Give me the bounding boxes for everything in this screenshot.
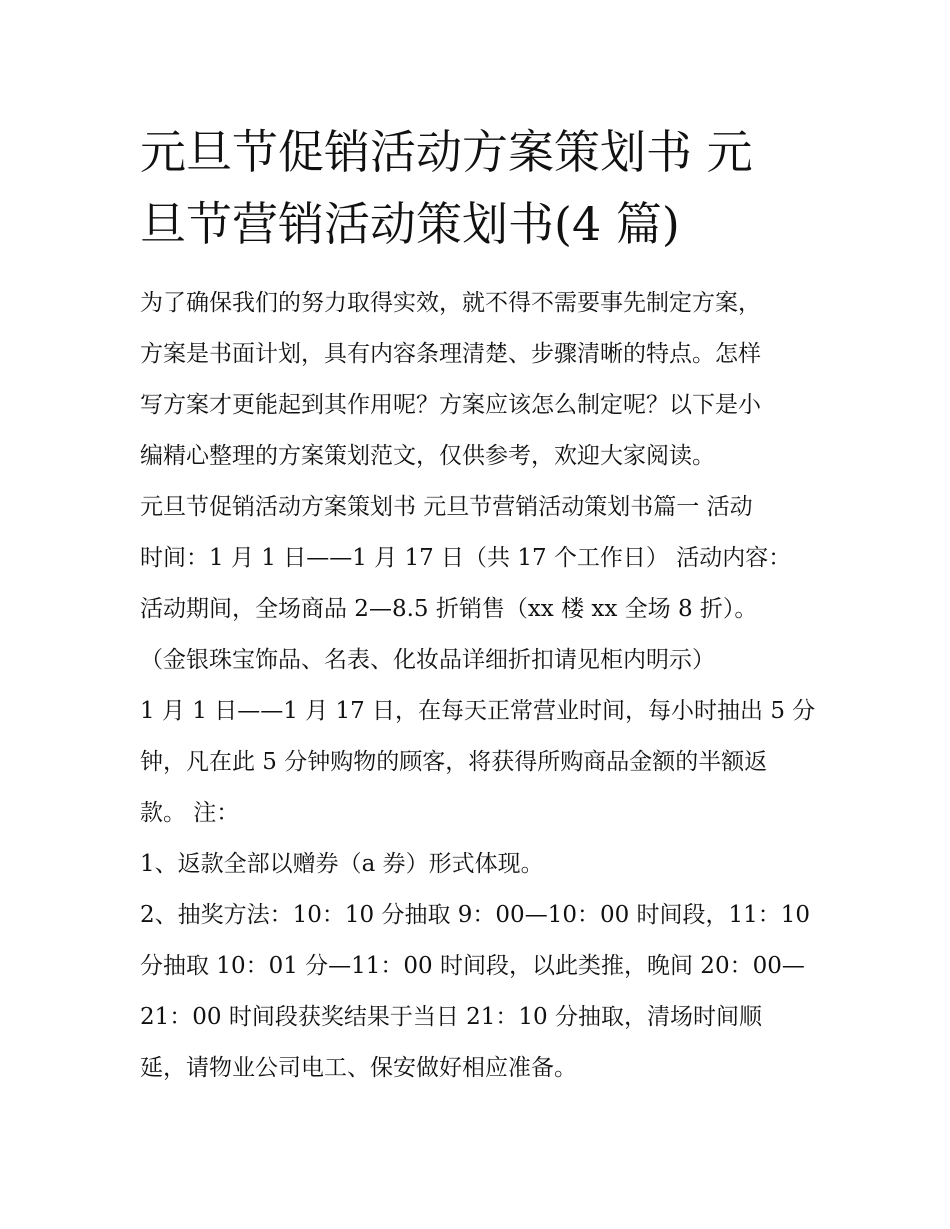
note-item-2 [140, 890, 820, 1094]
paragraph-line: 分抽取 10：01 分—11：00 时间段，以此类推，晚间 20：00— [140, 953, 805, 979]
paragraph-line: 写方案才更能起到其作用呢？方案应该怎么制定呢？以下是小 [140, 392, 761, 418]
paragraph-line: 方案是书面计划，具有内容条理清楚、步骤清晰的特点。怎样 [140, 341, 761, 367]
note-item-1 [140, 839, 820, 890]
document-content [140, 116, 820, 1094]
title-line-2: 旦节营销活动策划书(4 篇) [140, 197, 680, 251]
paragraph-line: 活动期间，全场商品 2—8.5 折销售（xx 楼 xx 全场 8 折）。 [140, 596, 758, 622]
paragraph-line: 为了确保我们的努力取得实效，就不得不需要事先制定方案， [140, 290, 761, 316]
paragraph-line: 时间：1 月 1 日——1 月 17 日（共 17 个工作日） 活动内容： [140, 545, 792, 571]
paragraph-line: 延，请物业公司电工、保安做好相应准备。 [140, 1055, 577, 1081]
document-title [140, 116, 820, 260]
title-line-1: 元旦节促销活动方案策划书 元 [140, 125, 753, 179]
paragraph-line: 1 月 1 日——1 月 17 日，在每天正常营业时间，每小时抽出 5 分 [140, 698, 816, 724]
paragraph-line: 2、抽奖方法：10：10 分抽取 9：00—10：00 时间段，11：10 [140, 902, 811, 928]
paragraph-line: 款。 注： [140, 800, 240, 826]
paragraph-line: 编精心整理的方案策划范文，仅供参考，欢迎大家阅读。 [140, 443, 715, 469]
paragraph-line: 元旦节促销活动方案策划书 元旦节营销活动策划书篇一 活动 [140, 494, 753, 520]
activity-time-paragraph [140, 482, 820, 686]
paragraph-line: 钟，凡在此 5 分钟购物的顾客，将获得所购商品金额的半额返 [140, 749, 768, 775]
refund-paragraph [140, 686, 820, 839]
paragraph-line: 1、返款全部以赠券（a 券）形式体现。 [140, 851, 544, 877]
paragraph-line: （金银珠宝饰品、名表、化妆品详细折扣请见柜内明示） [140, 647, 715, 673]
intro-paragraph [140, 278, 820, 482]
paragraph-line: 21：00 时间段获奖结果于当日 21：10 分抽取，清场时间顺 [140, 1004, 762, 1030]
